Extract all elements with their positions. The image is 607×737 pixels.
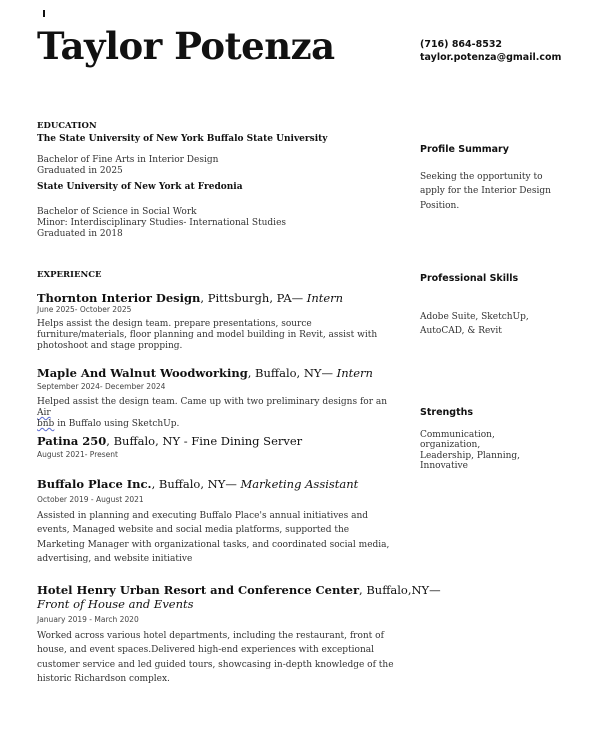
email-address: taylor.potenza@gmail.com [420,52,562,63]
phone-number: (716) 864-8532 [420,39,503,50]
profile-summary-heading: Profile Summary [420,144,509,155]
job-location: , Buffalo,NY— [359,583,441,597]
job-role: Front of House and Events [37,597,194,611]
degree-bs-minor: Minor: Interdisciplinary Studies- International Studies [37,218,287,228]
job-role: Marketing Assistant [240,477,359,491]
degree-bfa [37,155,218,177]
job-company: Thornton Interior Design [37,291,201,305]
school-buffalo-state: The State University of New York Buffalo State University [37,134,328,144]
degree-bs [37,207,286,240]
job-description: Worked across various hotel departments, including the restaurant, front of house, and event spaces.Delivered high-end experiences with exceptional customer service and led guided tours, showcasing in-depth knowledge of the historic Richardson complex. [37,631,394,684]
job-title-buffalo-place [37,477,358,491]
job-dates: September 2024- December 2024 [37,382,166,391]
experience-heading: EXPERIENCE [37,270,102,280]
job-role-hotel-henry [37,597,194,611]
job-location: , Buffalo, NY— [247,366,337,380]
job-dates: October 2019 - August 2021 [37,495,144,504]
education-heading: EDUCATION [37,121,97,131]
spellcheck-word: Air [37,408,51,418]
resume-name: Taylor Potenza [37,24,335,68]
job-description: Assisted in planning and executing Buffalo Place's annual initiatives and events, Managed website and social media platforms, supported the Marketing Manager with organizational tasks, and coordinated social media, advertising, and website initiative [37,511,390,564]
job-role: Intern [336,366,373,380]
job-company: Buffalo Place Inc. [37,477,152,491]
school-fredonia: State University of New York at Fredonia [37,182,243,192]
job-role: Intern [306,291,344,305]
job-title-thornton [37,291,343,305]
job-description [37,397,397,430]
profile-summary-text: Seeking the opportunity to apply for the Interior Design Position. [420,172,551,211]
spellcheck-word: bnb [37,419,55,429]
job-company: Patina 250 [37,434,107,448]
degree-bfa-title: Bachelor of Fine Arts in Interior Design [37,155,219,165]
professional-skills-heading: Professional Skills [420,273,519,284]
job-title-maple-walnut [37,366,373,380]
job-dates: August 2021- Present [37,450,118,459]
job-location: , Pittsburgh, PA— [200,291,307,305]
professional-skills-text: Adobe Suite, SketchUp, AutoCAD, & Revit [420,312,529,336]
job-title-hotel-henry [37,583,441,597]
job-dates: June 2025- October 2025 [37,305,132,314]
job-location: , Buffalo, NY— [151,477,241,491]
job-description-text: in Buffalo using SketchUp. [54,419,180,429]
job-company: Hotel Henry Urban Resort and Conference Center [37,583,360,597]
strengths-heading: Strengths [420,407,474,418]
contact-block [420,38,561,64]
degree-bfa-graduation: Graduated in 2025 [37,166,123,176]
degree-bs-graduation: Graduated in 2018 [37,229,123,239]
job-company: Maple And Walnut Woodworking [37,366,248,380]
job-title-patina [37,434,302,448]
job-location: , Buffalo, NY - Fine Dining Server [106,434,303,448]
strengths-text: Communication, organization, Leadership, Planning, Innovative [420,430,521,471]
degree-bs-title: Bachelor of Science in Social Work [37,207,197,217]
job-description-text: Helped assist the design team. Came up with two preliminary designs for an [37,397,388,407]
text-cursor [43,10,45,17]
job-dates: January 2019 - March 2020 [37,615,139,624]
job-description: Helps assist the design team. prepare presentations, source furniture/materials, floor planning and model building in Revit, assist with photoshoot and stage propping. [37,319,378,351]
